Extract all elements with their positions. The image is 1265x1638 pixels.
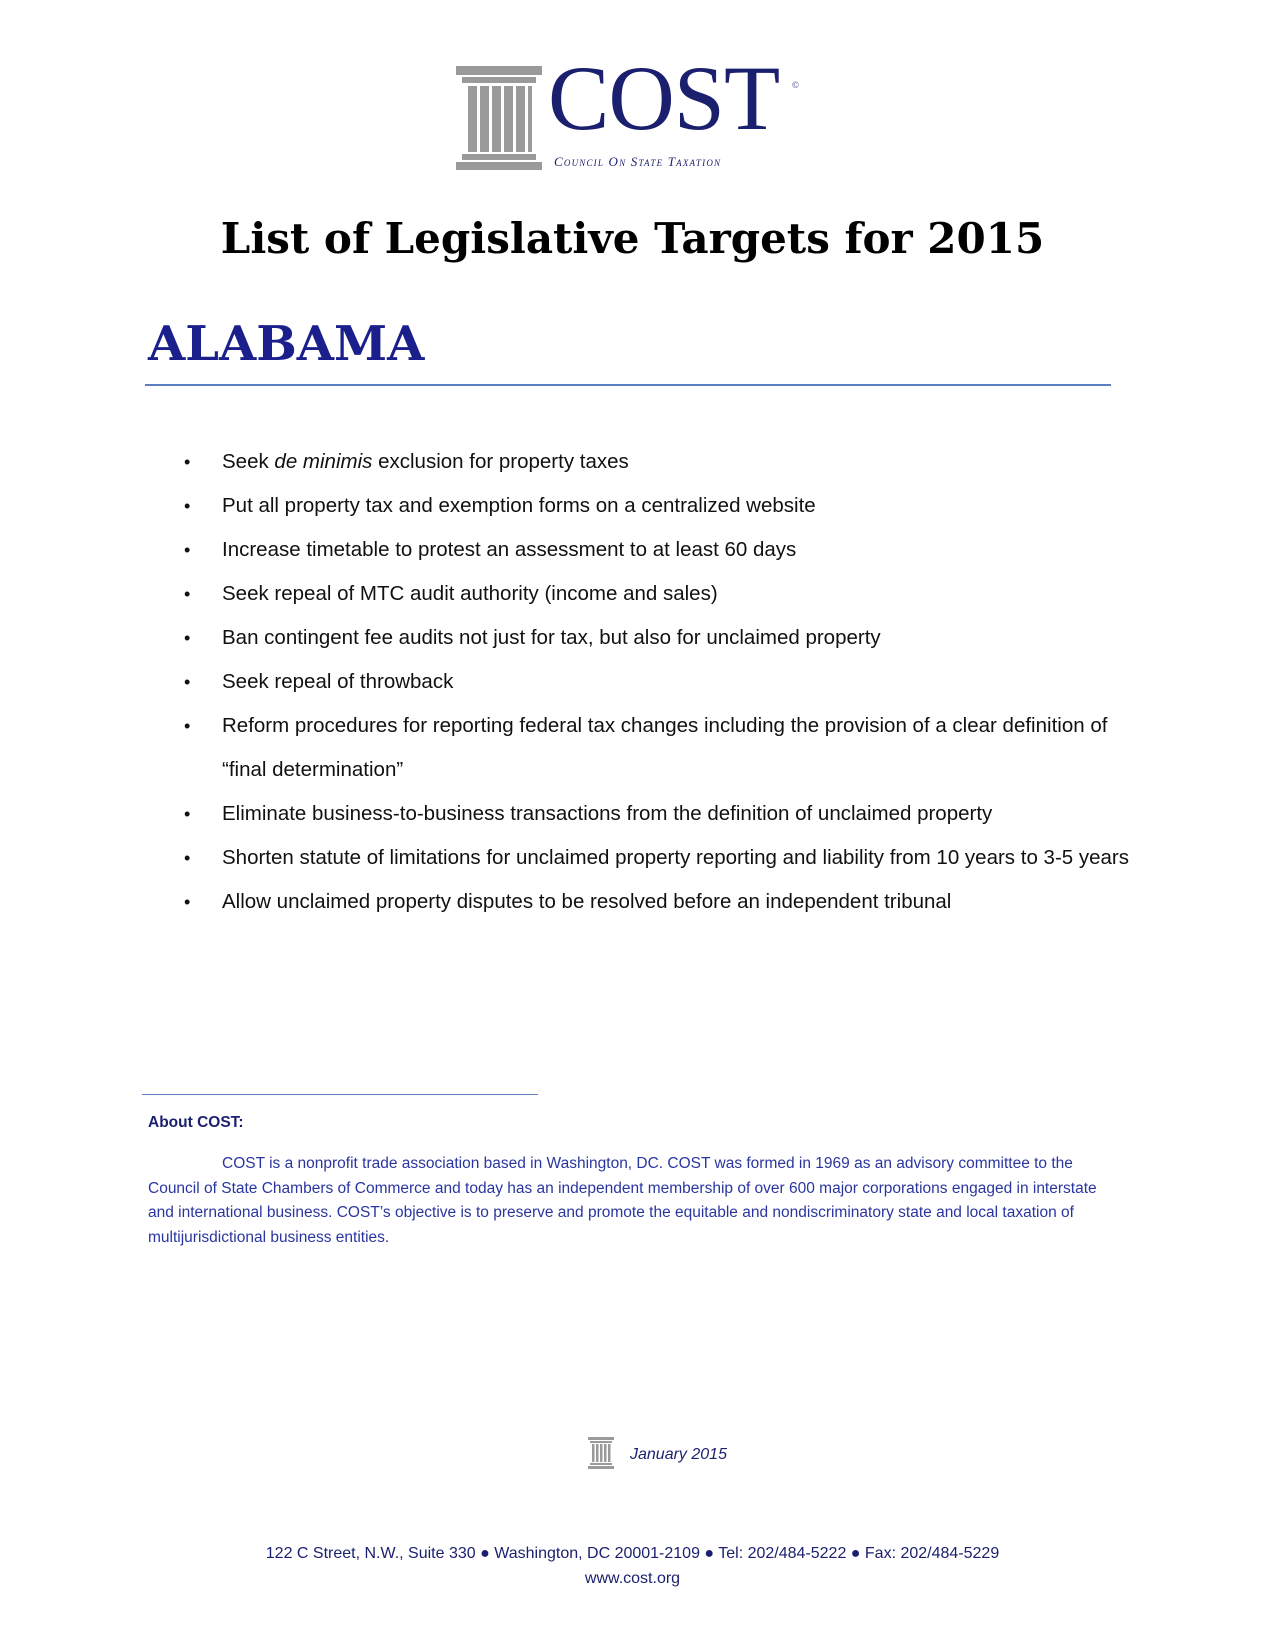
heading-divider	[145, 384, 1111, 386]
list-item-text: Shorten statute of limitations for unclaimed property reporting and liability from 10 years to 3-5 years	[222, 846, 1129, 869]
about-heading: About COST:	[148, 1114, 244, 1131]
legislative-targets-list	[150, 440, 1130, 924]
list-item-text: Reform procedures for reporting federal tax changes including the provision of a clear definition of “final determination”	[222, 714, 1108, 781]
footer-address: 122 C Street, N.W., Suite 330 ● Washington, DC 20001-2109 ● Tel: 202/484-5222 ● Fax: 202/484-5229	[265, 1545, 1000, 1562]
footer-website-link[interactable]: www.cost.org	[584, 1570, 681, 1587]
bullet-icon: •	[184, 540, 191, 560]
bullet-icon: •	[184, 584, 191, 604]
bullet-icon: •	[184, 628, 191, 648]
list-item-text: Seek repeal of MTC audit authority (income and sales)	[222, 582, 718, 605]
footer-date: January 2015	[630, 1446, 727, 1463]
list-item	[150, 440, 1130, 484]
state-heading: ALABAMA	[148, 316, 425, 372]
list-item	[150, 792, 1130, 836]
list-item-text: Eliminate business-to-business transactions from the definition of unclaimed property	[222, 802, 993, 825]
about-body: COST is a nonprofit trade association based in Washington, DC. COST was formed in 1969 as an advisory committee to the Council of State Chambers of Commerce and today has an independent membership of over 600 major corporations engaged in interstate and international business. COST’s objective is to preserve and promote the equitable and nondiscriminatory state and local taxation of multijurisdictional business entities.	[148, 1155, 1097, 1246]
list-item	[150, 572, 1130, 616]
list-item	[150, 660, 1130, 704]
list-item-emphasis: de minimis	[274, 450, 373, 473]
list-item-text: Allow unclaimed property disputes to be resolved before an independent tribunal	[222, 890, 952, 913]
list-item-text: exclusion for property taxes	[372, 450, 629, 473]
pillar-icon	[456, 66, 542, 170]
logo-wordmark: COST	[548, 47, 780, 149]
cost-logo	[456, 47, 816, 176]
list-item	[150, 704, 1130, 792]
list-item	[150, 880, 1130, 924]
list-item-text: Put all property tax and exemption forms on a centralized website	[222, 494, 816, 517]
list-item	[150, 528, 1130, 572]
list-item	[150, 836, 1130, 880]
list-item	[150, 484, 1130, 528]
bullet-icon: •	[184, 496, 191, 516]
pillar-icon	[588, 1437, 614, 1469]
list-item-text: Increase timetable to protest an assessment to at least 60 days	[222, 538, 797, 561]
logo-registered-mark: ©	[792, 80, 799, 90]
bullet-icon: •	[184, 804, 191, 824]
bullet-icon: •	[184, 892, 191, 912]
document-title: List of Legislative Targets for 2015	[220, 214, 1045, 263]
about-divider	[142, 1094, 538, 1095]
bullet-icon: •	[184, 672, 191, 692]
bullet-icon: •	[184, 452, 191, 472]
bullet-icon: •	[184, 848, 191, 868]
logo-tagline: Council On State Taxation	[554, 154, 722, 169]
list-item-text: Seek	[222, 450, 275, 473]
list-item-text: Seek repeal of throwback	[222, 670, 454, 693]
list-item	[150, 616, 1130, 660]
list-item-text: Ban contingent fee audits not just for tax, but also for unclaimed property	[222, 626, 881, 649]
bullet-icon: •	[184, 716, 191, 736]
